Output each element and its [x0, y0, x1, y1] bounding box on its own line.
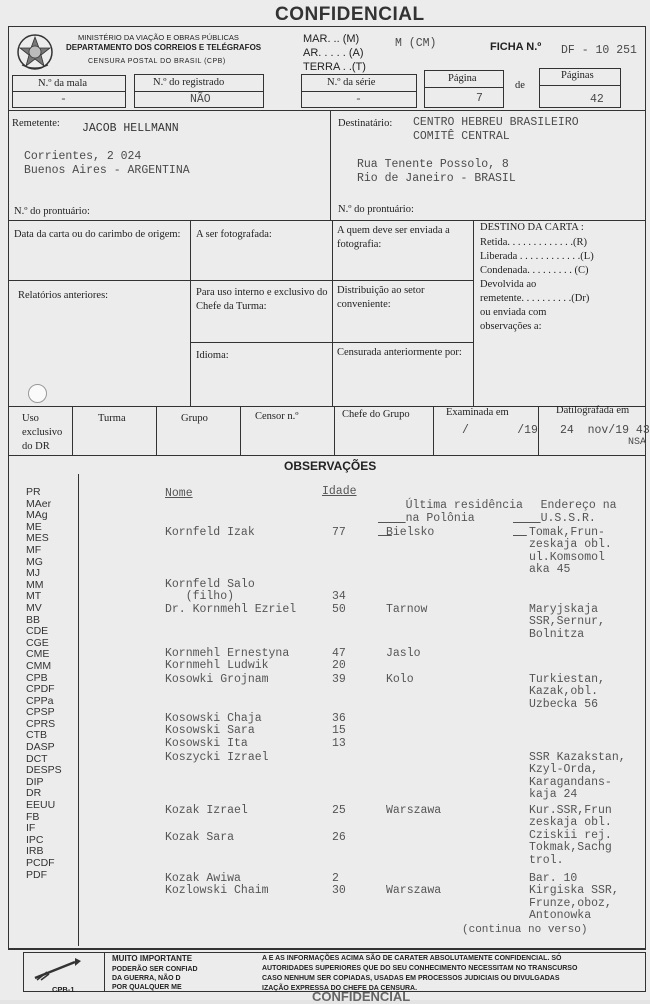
registrado-label: N.º do registrado — [153, 77, 225, 88]
department-code: MES — [26, 532, 49, 545]
row-nome: Dr. Kornmehl Ezriel — [165, 603, 297, 616]
destino-devolvida-2: remetente. . . . . . . . . .(Dr) — [480, 293, 590, 304]
censor-label: Censor n.º — [255, 411, 299, 422]
department-code: CMM — [26, 659, 52, 672]
department-code: MAg — [26, 509, 48, 522]
row-nome: Kozak Sara — [165, 831, 235, 844]
department-code: CPRS — [26, 717, 56, 730]
recipient-name-1: CENTRO HEBREU BRASILEIRO — [413, 116, 579, 129]
department-code: CGE — [26, 636, 49, 649]
sender-label: Remetente: — [12, 118, 60, 129]
department-code: CPDF — [26, 683, 55, 696]
department-code: CDE — [26, 625, 49, 638]
mala-value: - — [60, 93, 67, 106]
row-residencia: Tarnow — [386, 603, 428, 616]
ficha-label: FICHA N.º — [490, 41, 542, 53]
sender-prontuario: N.º do prontuário: — [14, 206, 90, 217]
idioma-label: Idioma: — [196, 350, 229, 361]
department-code-list — [26, 487, 62, 881]
destino-devolvida-1: Devolvida ao — [480, 279, 537, 290]
serie-label: N.º da série — [327, 77, 376, 88]
department-code: MM — [26, 578, 44, 591]
row-idade: 47 20 — [332, 647, 346, 673]
row-nome: Kosowski Chaja Kosowski Sara Kosowski Ita — [165, 712, 262, 750]
department-code: DESPS — [26, 764, 62, 777]
department-code: CTB — [26, 729, 47, 742]
continua-note: (continua no verso) — [462, 924, 588, 936]
pagina-label: Página — [448, 73, 477, 84]
destino-condenada: Condenada. . . . . . . . . (C) — [480, 265, 589, 276]
department-code: CPB — [26, 671, 48, 684]
transport-mar: MAR. .. (M) — [303, 33, 360, 45]
chefe-grupo-label: Chefe do Grupo — [342, 409, 410, 420]
row-residencia: Jaslo — [386, 647, 421, 660]
footer-right-1: A E AS INFORMAÇÕES ACIMA SÃO DE CARATER ABSOLUTAMENTE CONFIDENCIAL. SÓ — [262, 955, 562, 962]
department-code: DCT — [26, 752, 48, 765]
censurada-label: Censurada anteriormente por: — [337, 347, 462, 358]
examinada-value: / /19 — [462, 424, 538, 437]
department-code: MF — [26, 543, 42, 556]
confidencial-bottom: CONFIDENCIAL — [312, 989, 411, 1004]
department-code: EEUU — [26, 799, 56, 812]
row-residencia: Warszawa — [386, 884, 442, 898]
department-code: ME — [26, 520, 42, 533]
row-endereco: Kur.SSR,Frun zeskaja obl. Cziskii rej. Tokmak,Sachg trol. — [529, 804, 612, 867]
row-idade: 2 30 — [332, 872, 346, 898]
data-carta-label: Data da carta ou do carimbo de origem: — [14, 229, 181, 240]
pagina-value: 7 — [476, 92, 483, 105]
row-endereco: Turkiestan, Kazak,obl. Uzbecka 56 — [529, 673, 605, 711]
row-residencia: Kolo — [386, 673, 414, 686]
row-idade: 36 15 13 — [332, 712, 346, 750]
footer-left-2: PODERÃO SER CONFIAD — [112, 966, 198, 973]
department-code: CME — [26, 648, 50, 661]
row-endereco: Maryjskaja SSR,Sernur, Bolnitza — [529, 603, 605, 641]
footer-right-2: AUTORIDADES SUPERIORES QUE DO SEU CONHECIMENTO NECESSITAM NO TRANSCURSO — [262, 965, 578, 972]
distribuicao-label: Distribuição ao setor conveniente: — [337, 285, 425, 310]
department-code: MG — [26, 555, 43, 568]
row-idade: 50 — [332, 603, 346, 616]
row-residencia: Warszawa — [386, 804, 442, 817]
department-code: MT — [26, 590, 42, 603]
paginas-value: 42 — [590, 93, 604, 106]
department-code: MAer — [26, 497, 52, 510]
transport-ar: AR. . . . . (A) — [303, 47, 364, 59]
row-idade: 77 — [332, 526, 346, 539]
mala-label: N.º da mala — [38, 78, 88, 89]
destino-devolvida-3: ou enviada com — [480, 307, 547, 318]
censorship-name: CENSURA POSTAL DO BRASIL (CPB) — [88, 58, 226, 65]
paginas-label: Páginas — [561, 70, 594, 81]
department-code: DIP — [26, 775, 44, 788]
department-code: DR — [26, 787, 42, 800]
relatorios-label: Relatórios anteriores: — [18, 290, 109, 301]
recipient-prontuario: N.º do prontuário: — [338, 204, 414, 215]
datilografada-label: Datilografada em — [556, 405, 630, 416]
sender-address-1: Corrientes, 2 024 — [24, 150, 142, 163]
registrado-value: NÃO — [190, 93, 211, 106]
sender-name: JACOB HELLMANN — [82, 122, 179, 135]
serie-value: - — [355, 93, 362, 106]
row-nome: Kornfeld Salo (filho) — [165, 578, 255, 604]
turma-label: Turma — [98, 413, 126, 424]
examinada-label: Examinada em — [446, 407, 509, 418]
row-nome: Kozak Awiwa Kozlowski Chaim — [165, 872, 269, 898]
col-header-nome: Nome — [165, 487, 193, 500]
department-code: MV — [26, 601, 42, 614]
row-nome: Kornfeld Izak — [165, 526, 255, 539]
datilografada-value: 24 nov/19 43 — [560, 424, 650, 437]
grupo-label: Grupo — [181, 413, 208, 424]
row-endereco: SSR Kazakstan, Kzyl-Orda, Karagandans- kaja 24 — [529, 751, 626, 802]
recipient-address-1: Rua Tenente Possolo, 8 — [357, 158, 509, 171]
de-label: de — [515, 80, 525, 91]
department-code: CPSP — [26, 706, 55, 719]
department-code: PR — [26, 486, 41, 498]
footer-left-4: POR QUALQUER ME — [112, 984, 182, 991]
arrow-logo-icon — [31, 956, 83, 982]
department-code: PDF — [26, 868, 47, 881]
department-code: PCDF — [26, 857, 55, 869]
row-idade: 34 — [332, 590, 346, 604]
row-idade: 26 — [332, 831, 346, 844]
department-code: DASP — [26, 741, 55, 754]
row-nome: Kozak Izrael — [165, 804, 248, 817]
uso-interno-label: Para uso interno e exclusivo do Chefe da Turma: — [196, 287, 328, 312]
col-header-idade: Idade — [322, 485, 357, 498]
fotografada-label: A ser fotografada: — [196, 229, 272, 240]
col-header-endereco-text: Endereço na U.S.S.R. — [540, 499, 617, 525]
destino-retida: Retida. . . . . . . . . . . . .(R) — [480, 237, 588, 248]
department-code: IF — [26, 822, 36, 835]
transport-terra: TERRA . .(T) — [303, 61, 366, 73]
coat-of-arms-icon — [14, 31, 56, 73]
footer-right-3: CASO NENHUM SER COPIADAS, USADAS EM PROCESSOS JUDICIAIS OU DIVULGADAS — [262, 975, 560, 982]
department-code: IPC — [26, 833, 44, 846]
ficha-value: DF - 10 251 — [561, 44, 637, 57]
department-name: DEPARTAMENTO DOS CORREIOS E TELÉGRAFOS — [66, 43, 262, 52]
department-code: MJ — [26, 567, 40, 580]
department-code: IRB — [26, 845, 44, 858]
row-idade: 39 — [332, 673, 346, 686]
row-endereco: Bar. 10 Kirgiska SSR, Frunze,oboz, Antonowka — [529, 872, 619, 923]
enviada-foto-label: A quem deve ser enviada a fotografia: — [337, 225, 450, 250]
row-nome: Kornmehl Ernestyna Kornmehl Ludwik — [165, 647, 290, 673]
department-code: BB — [26, 613, 41, 626]
row-idade: 25 — [332, 804, 346, 817]
row-residencia: Bielsko — [386, 526, 435, 539]
recipient-address-2: Rio de Janeiro - BRASIL — [357, 172, 516, 185]
sender-address-2: Buenos Aires - ARGENTINA — [24, 164, 190, 177]
footer-left-1: MUITO IMPORTANTE — [112, 954, 193, 963]
recipient-label: Destinatário: — [338, 118, 393, 129]
department-code: CPPa — [26, 694, 54, 707]
punch-hole — [28, 384, 47, 403]
confidencial-title: CONFIDENCIAL — [275, 4, 425, 25]
uso-exclusivo-label: Uso exclusivo do DR — [22, 413, 63, 452]
row-nome: Koszycki Izrael — [165, 751, 269, 764]
ministry-name: MINISTÉRIO DA VIAÇÃO E OBRAS PÚBLICAS — [78, 33, 239, 42]
transport-value: M (CM) — [395, 37, 437, 50]
destino-title: DESTINO DA CARTA : — [480, 222, 584, 233]
department-code: FB — [26, 810, 40, 823]
footer-left-3: DA GUERRA, NÃO D — [112, 975, 181, 982]
destino-devolvida-4: observações a: — [480, 321, 542, 332]
destino-liberada: Liberada . . . . . . . . . . . .(L) — [480, 251, 594, 262]
datilografada-initials: NSA — [628, 437, 647, 448]
row-endereco: Tomak,Frun- zeskaja obl. ul.Komsomol aka 45 — [529, 526, 612, 577]
col-header-residencia-text: Última residência na Polônia — [405, 499, 523, 525]
recipient-name-2: COMITÊ CENTRAL — [413, 130, 510, 143]
row-nome: Kosowki Grojnam — [165, 673, 269, 686]
observacoes-title: OBSERVAÇÕES — [284, 459, 377, 473]
footer-right-4: IZAÇÃO EXPRESSA DO CHEFE DA CENSURA. — [262, 985, 418, 992]
form-code: CPB-1 — [52, 985, 75, 994]
